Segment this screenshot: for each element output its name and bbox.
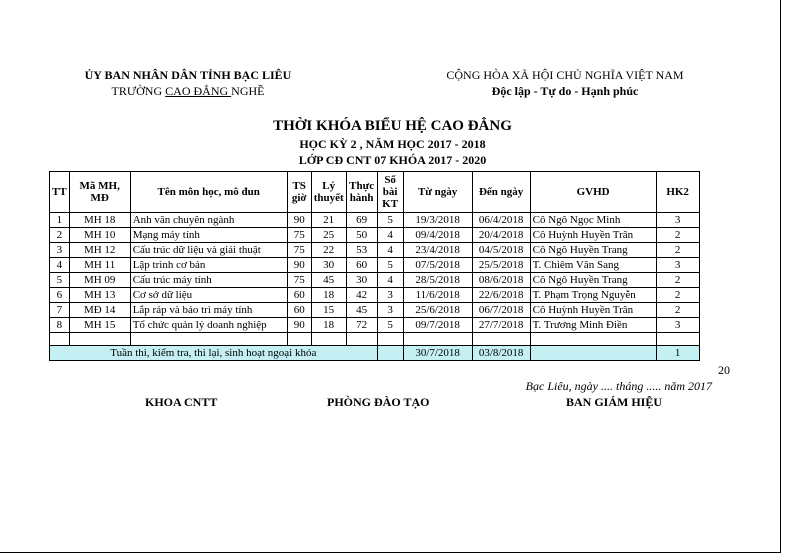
- cell-tests: 4: [377, 228, 403, 243]
- table-row: [50, 318, 700, 333]
- cell-tt: 4: [50, 258, 70, 273]
- cell-teacher: T. Chiêm Văn Sang: [530, 258, 656, 273]
- cell-theory: 25: [311, 228, 346, 243]
- cell-empty: [287, 333, 311, 346]
- cell-tests: 3: [377, 288, 403, 303]
- cell-tests: 4: [377, 273, 403, 288]
- col-header-code: Mã MH, MĐ: [69, 172, 130, 213]
- cell-tt: 1: [50, 213, 70, 228]
- col-header-tests: Số bài KT: [377, 172, 403, 213]
- header-school-underlined: CAO ĐẲNG: [165, 84, 232, 98]
- cell-name: Cơ sở dữ liệu: [130, 288, 287, 303]
- cell-hk: 2: [656, 243, 699, 258]
- cell-to: 20/4/2018: [472, 228, 530, 243]
- cell-name: Cấu trúc máy tính: [130, 273, 287, 288]
- cell-ts: 90: [287, 318, 311, 333]
- cell-code: MH 13: [69, 288, 130, 303]
- cell-theory: 18: [311, 318, 346, 333]
- cell-code: MH 15: [69, 318, 130, 333]
- cell-practice: 72: [346, 318, 377, 333]
- table-row: [50, 213, 700, 228]
- summary-row: [50, 346, 700, 361]
- date-line: Bạc Liêu, ngày .... tháng ..... năm 2017: [525, 379, 712, 393]
- cell-from: 07/5/2018: [403, 258, 472, 273]
- cell-empty: [130, 333, 287, 346]
- cell-practice: 69: [346, 213, 377, 228]
- cell-empty: [403, 333, 472, 346]
- cell-practice: 42: [346, 288, 377, 303]
- cell-hk: 2: [656, 228, 699, 243]
- cell-empty: [346, 333, 377, 346]
- summary-label: Tuần thi, kiểm tra, thi lại, sinh hoạt ngoại khóa: [50, 346, 378, 361]
- header-authority: ỦY BAN NHÂN DÂN TỈNH BẠC LIÊU: [84, 68, 292, 82]
- table-row: [50, 273, 700, 288]
- col-header-from: Từ ngày: [403, 172, 472, 213]
- signature-faculty: KHOA CNTT: [145, 395, 218, 409]
- table-row: [50, 243, 700, 258]
- cell-name: Anh văn chuyên ngành: [130, 213, 287, 228]
- cell-name: Lập trình cơ bản: [130, 258, 287, 273]
- table-header-row: [50, 172, 700, 213]
- cell-practice: 30: [346, 273, 377, 288]
- page-border-right: [780, 0, 781, 552]
- col-header-tt: TT: [50, 172, 70, 213]
- cell-theory: 30: [311, 258, 346, 273]
- cell-code: MH 11: [69, 258, 130, 273]
- cell-tt: 8: [50, 318, 70, 333]
- cell-hk: 2: [656, 288, 699, 303]
- col-header-name: Tên môn học, mô đun: [130, 172, 287, 213]
- cell-tests: 5: [377, 318, 403, 333]
- timetable: [49, 171, 700, 361]
- table-row: [50, 303, 700, 318]
- page-title: THỜI KHÓA BIỂU HỆ CAO ĐẲNG: [273, 118, 512, 134]
- cell-empty: [69, 333, 130, 346]
- cell-ts: 90: [287, 258, 311, 273]
- cell-from: 25/6/2018: [403, 303, 472, 318]
- cell-from: 28/5/2018: [403, 273, 472, 288]
- col-header-teacher: GVHD: [530, 172, 656, 213]
- cell-empty: [377, 346, 403, 361]
- cell-empty: [472, 333, 530, 346]
- cell-teacher: T. Phạm Trọng Nguyễn: [530, 288, 656, 303]
- cell-code: MĐ 14: [69, 303, 130, 318]
- semester-title: HỌC KỲ 2 , NĂM HỌC 2017 - 2018: [299, 137, 486, 151]
- cell-theory: 18: [311, 288, 346, 303]
- cell-empty: [377, 333, 403, 346]
- cell-tests: 3: [377, 303, 403, 318]
- cell-code: MH 18: [69, 213, 130, 228]
- class-title: LỚP CĐ CNT 07 KHÓA 2017 - 2020: [298, 153, 487, 167]
- cell-tt: 7: [50, 303, 70, 318]
- signature-board: BAN GIÁM HIỆU: [566, 395, 663, 409]
- col-header-ts: TS giờ: [287, 172, 311, 213]
- header-school: [75, 84, 301, 99]
- cell-hk: 3: [656, 258, 699, 273]
- cell-teacher: Cô Ngô Ngọc Minh: [530, 213, 656, 228]
- summary-to: 03/8/2018: [472, 346, 530, 361]
- cell-hk: 2: [656, 273, 699, 288]
- summary-hk: 1: [656, 346, 699, 361]
- cell-practice: 53: [346, 243, 377, 258]
- cell-name: Lắp ráp và bảo trì máy tính: [130, 303, 287, 318]
- cell-theory: 21: [311, 213, 346, 228]
- page-border-bottom: [0, 552, 781, 553]
- cell-hk: 2: [656, 303, 699, 318]
- col-header-hk: HK2: [656, 172, 699, 213]
- cell-theory: 22: [311, 243, 346, 258]
- cell-empty: [530, 333, 656, 346]
- cell-from: 11/6/2018: [403, 288, 472, 303]
- cell-name: Tổ chức quản lý doanh nghiệp: [130, 318, 287, 333]
- cell-tests: 5: [377, 258, 403, 273]
- cell-hk: 3: [656, 318, 699, 333]
- cell-practice: 45: [346, 303, 377, 318]
- cell-teacher: Cô Ngô Huyền Trang: [530, 273, 656, 288]
- cell-name: Mạng máy tính: [130, 228, 287, 243]
- cell-tt: 3: [50, 243, 70, 258]
- col-header-to: Đến ngày: [472, 172, 530, 213]
- cell-empty: [311, 333, 346, 346]
- cell-to: 06/7/2018: [472, 303, 530, 318]
- cell-from: 09/4/2018: [403, 228, 472, 243]
- cell-teacher: Cô Huỳnh Huyền Trân: [530, 228, 656, 243]
- cell-tests: 4: [377, 243, 403, 258]
- cell-to: 04/5/2018: [472, 243, 530, 258]
- cell-empty: [530, 346, 656, 361]
- cell-tt: 6: [50, 288, 70, 303]
- cell-to: 22/6/2018: [472, 288, 530, 303]
- cell-ts: 75: [287, 243, 311, 258]
- cell-code: MH 10: [69, 228, 130, 243]
- cell-hk: 3: [656, 213, 699, 228]
- cell-from: 19/3/2018: [403, 213, 472, 228]
- cell-practice: 60: [346, 258, 377, 273]
- blank-row: [50, 333, 700, 346]
- total-weeks: 20: [718, 363, 730, 377]
- cell-ts: 75: [287, 273, 311, 288]
- cell-to: 08/6/2018: [472, 273, 530, 288]
- header-school-prefix: TRƯỜNG: [111, 84, 166, 98]
- cell-ts: 60: [287, 303, 311, 318]
- cell-teacher: T. Trương Minh Điền: [530, 318, 656, 333]
- cell-empty: [50, 333, 70, 346]
- header-republic: CỘNG HÒA XÃ HỘI CHỦ NGHĨA VIỆT NAM: [446, 68, 684, 82]
- cell-teacher: Cô Ngô Huyền Trang: [530, 243, 656, 258]
- header-school-suffix: NGHỀ: [231, 84, 265, 98]
- summary-from: 30/7/2018: [403, 346, 472, 361]
- cell-tt: 2: [50, 228, 70, 243]
- col-header-theory: Lý thuyết: [311, 172, 346, 213]
- table-row: [50, 258, 700, 273]
- cell-code: MH 12: [69, 243, 130, 258]
- cell-ts: 60: [287, 288, 311, 303]
- header-motto: Độc lập - Tự do - Hạnh phúc: [491, 84, 639, 98]
- cell-from: 23/4/2018: [403, 243, 472, 258]
- cell-name: Cấu trúc dữ liệu và giải thuật: [130, 243, 287, 258]
- cell-tests: 5: [377, 213, 403, 228]
- cell-to: 27/7/2018: [472, 318, 530, 333]
- cell-code: MH 09: [69, 273, 130, 288]
- table-row: [50, 288, 700, 303]
- cell-practice: 50: [346, 228, 377, 243]
- cell-theory: 15: [311, 303, 346, 318]
- cell-from: 09/7/2018: [403, 318, 472, 333]
- cell-ts: 90: [287, 213, 311, 228]
- cell-tt: 5: [50, 273, 70, 288]
- signature-training-office: PHÒNG ĐÀO TẠO: [327, 395, 430, 409]
- col-header-practice: Thực hành: [346, 172, 377, 213]
- cell-to: 25/5/2018: [472, 258, 530, 273]
- cell-teacher: Cô Huỳnh Huyền Trân: [530, 303, 656, 318]
- cell-ts: 75: [287, 228, 311, 243]
- cell-to: 06/4/2018: [472, 213, 530, 228]
- cell-empty: [656, 333, 699, 346]
- table-row: [50, 228, 700, 243]
- cell-theory: 45: [311, 273, 346, 288]
